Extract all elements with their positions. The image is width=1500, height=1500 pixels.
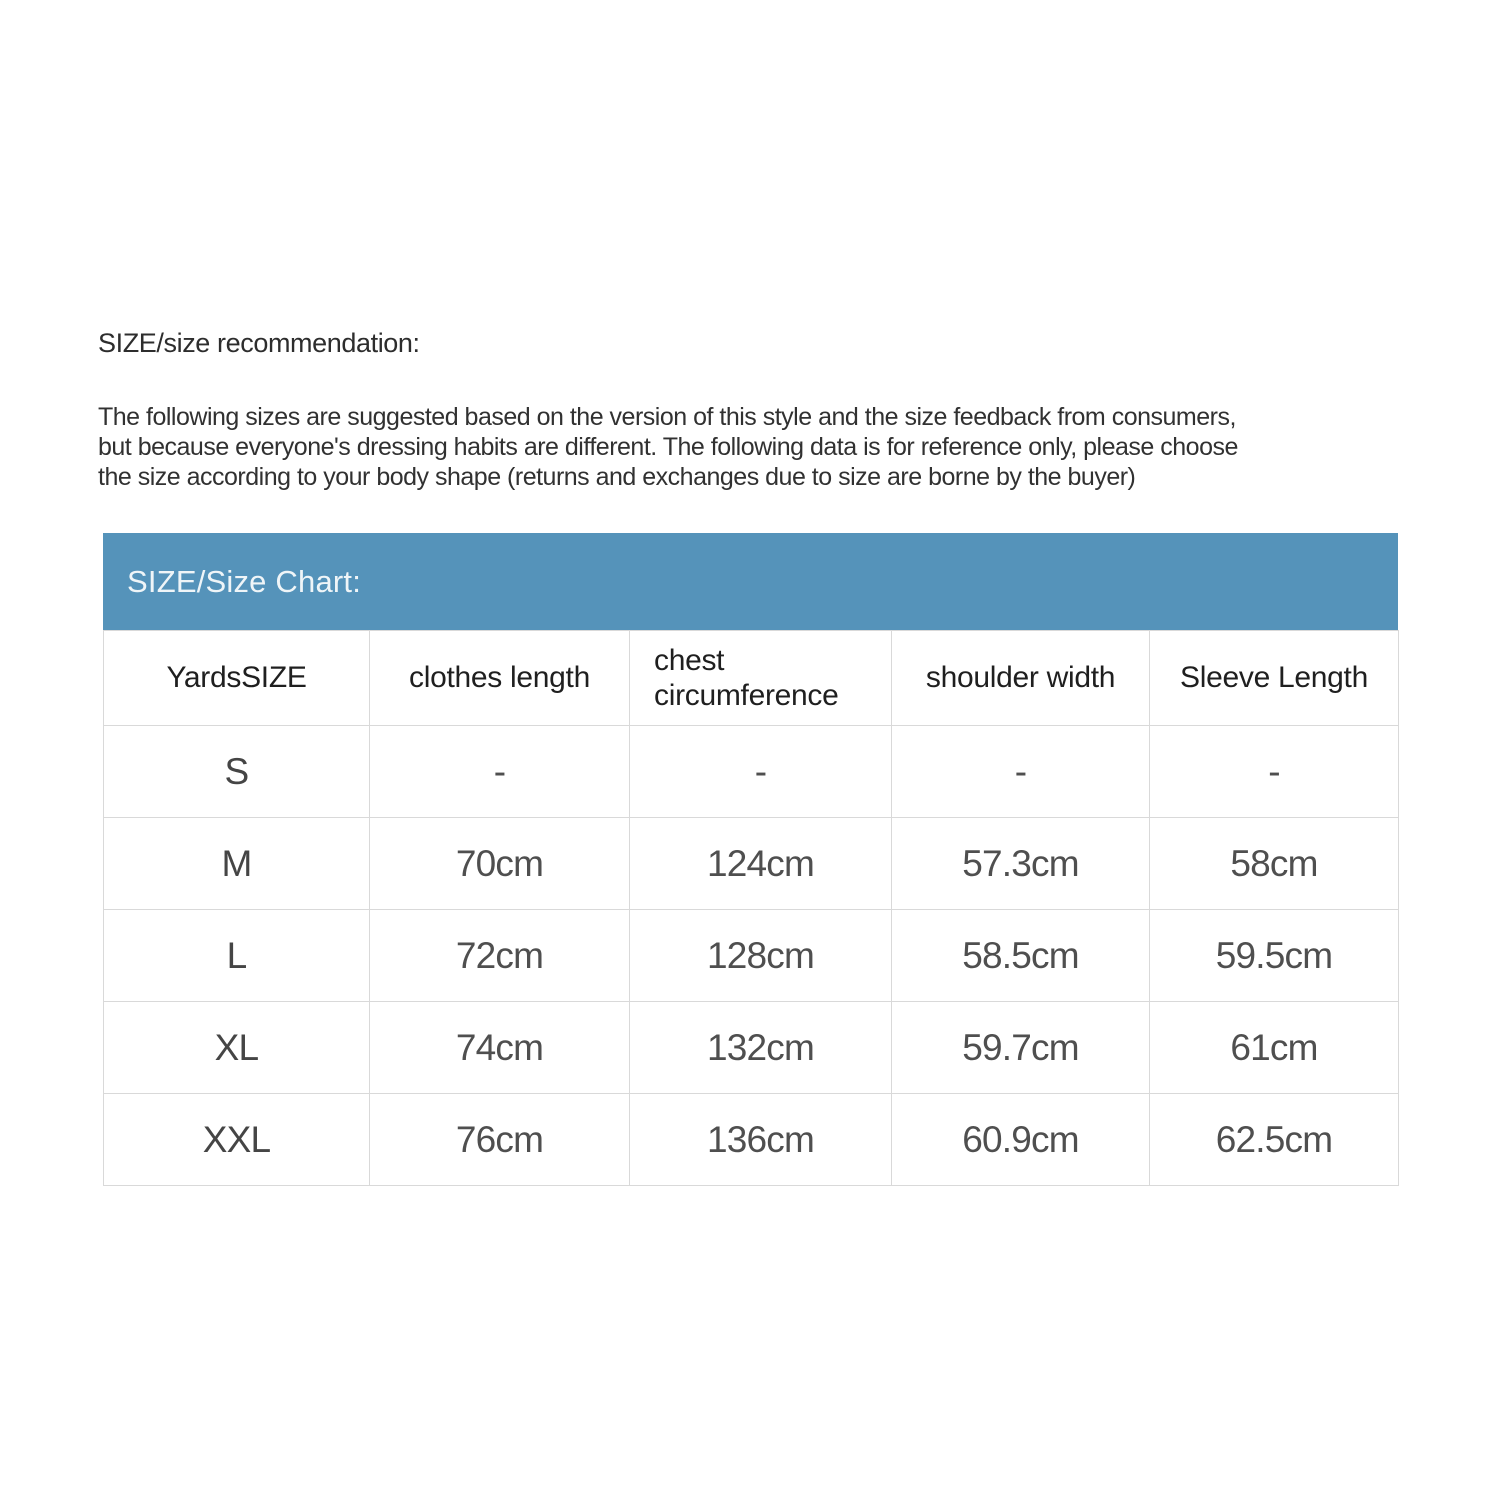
size-chart-title-bar <box>103 533 1398 630</box>
chest-circumference-cell: 128cm <box>630 910 892 1002</box>
chest-circumference-cell: 132cm <box>630 1002 892 1094</box>
paragraph-line-2: but because everyone's dressing habits are different. The following data is for reference only, please choose <box>98 433 1238 461</box>
sleeve-length-cell: 59.5cm <box>1150 910 1399 1002</box>
paragraph-line-1: The following sizes are suggested based on the version of this style and the size feedback from consumers, <box>98 403 1236 431</box>
size-recommendation-paragraph <box>98 402 1238 492</box>
sleeve-length-cell: - <box>1150 726 1399 818</box>
shoulder-width-cell: 57.3cm <box>892 818 1150 910</box>
chest-circumference-cell: 124cm <box>630 818 892 910</box>
clothes-length-cell: 70cm <box>370 818 630 910</box>
shoulder-width-cell: - <box>892 726 1150 818</box>
table-row-l <box>104 910 1399 1002</box>
table-row-s <box>104 726 1399 818</box>
chest-circumference-cell: - <box>630 726 892 818</box>
column-header-shoulder-width: shoulder width <box>892 631 1150 726</box>
size-cell: M <box>104 818 370 910</box>
clothes-length-cell: 74cm <box>370 1002 630 1094</box>
clothes-length-cell: 72cm <box>370 910 630 1002</box>
column-header-clothes-length: clothes length <box>370 631 630 726</box>
shoulder-width-cell: 60.9cm <box>892 1094 1150 1186</box>
column-header-yards-size: YardsSIZE <box>104 631 370 726</box>
shoulder-width-cell: 59.7cm <box>892 1002 1150 1094</box>
clothes-length-cell: 76cm <box>370 1094 630 1186</box>
shoulder-width-cell: 58.5cm <box>892 910 1150 1002</box>
table-header-row <box>104 631 1399 726</box>
sleeve-length-cell: 58cm <box>1150 818 1399 910</box>
size-cell: XL <box>104 1002 370 1094</box>
column-header-sleeve-length: Sleeve Length <box>1150 631 1399 726</box>
column-header-chest-circumference: chest circumference <box>630 631 892 726</box>
size-cell: S <box>104 726 370 818</box>
chest-circumference-cell: 136cm <box>630 1094 892 1186</box>
table-row-xl <box>104 1002 1399 1094</box>
size-cell: L <box>104 910 370 1002</box>
sleeve-length-cell: 62.5cm <box>1150 1094 1399 1186</box>
size-cell: XXL <box>104 1094 370 1186</box>
size-chart-table <box>103 630 1399 1186</box>
table-row-xxl <box>104 1094 1399 1186</box>
sleeve-length-cell: 61cm <box>1150 1002 1399 1094</box>
clothes-length-cell: - <box>370 726 630 818</box>
table-row-m <box>104 818 1399 910</box>
paragraph-line-3: the size according to your body shape (returns and exchanges due to size are borne by the buyer) <box>98 463 1136 491</box>
size-chart-title: SIZE/Size Chart: <box>127 563 362 599</box>
size-recommendation-heading: SIZE/size recommendation: <box>98 328 420 358</box>
